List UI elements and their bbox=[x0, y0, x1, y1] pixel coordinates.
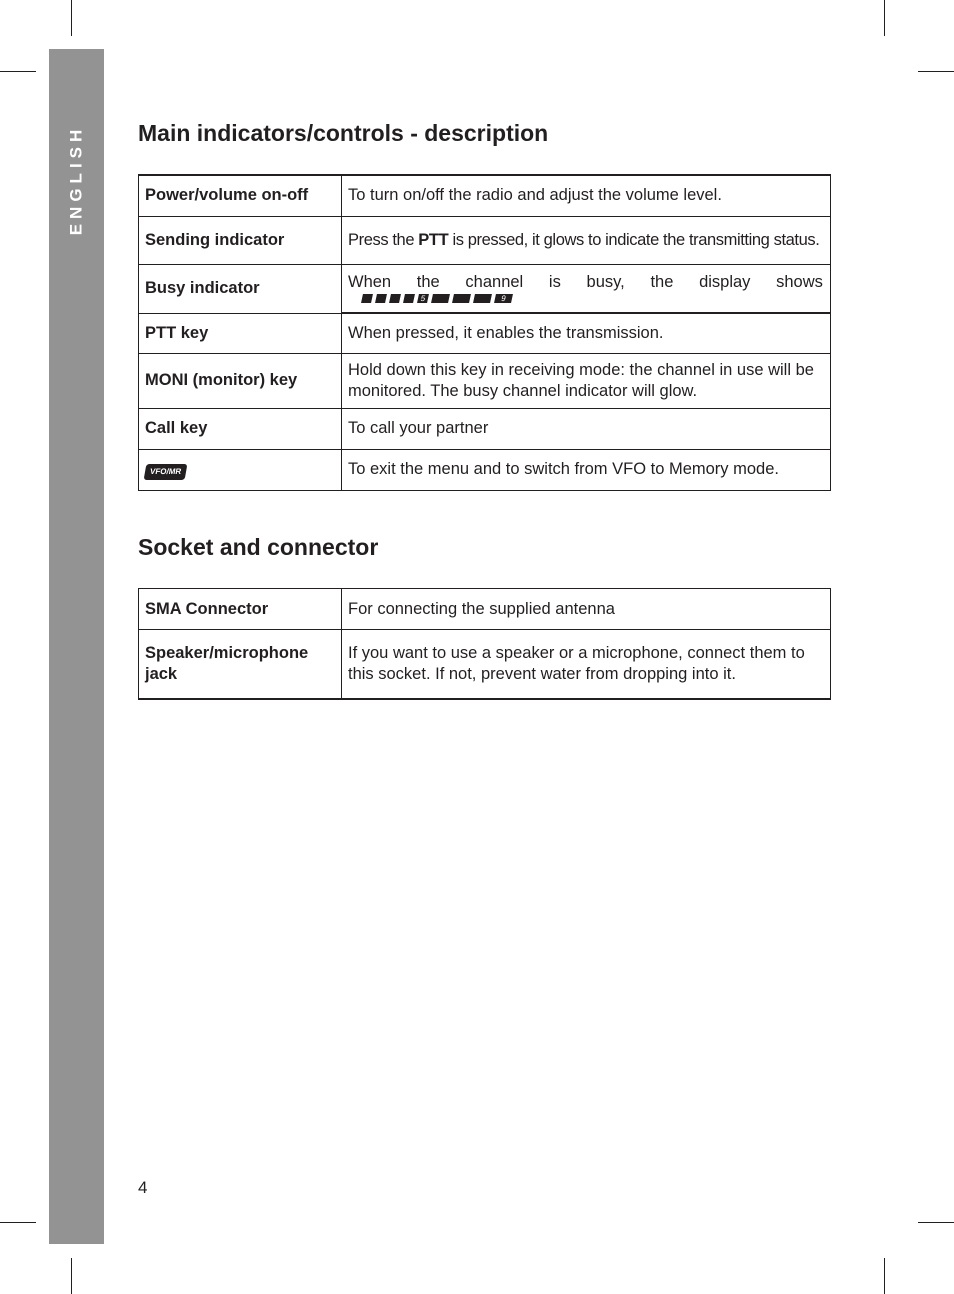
row-key: Call key bbox=[139, 408, 342, 449]
desc-text: Press the bbox=[348, 230, 419, 249]
table-row bbox=[139, 216, 831, 264]
desc-text: is pressed, it glows to indicate the transmitting status. bbox=[448, 230, 820, 249]
busy-description bbox=[348, 272, 823, 293]
crop-mark bbox=[918, 71, 954, 72]
row-key: Busy indicator bbox=[139, 264, 342, 313]
desc-word: channel bbox=[465, 272, 524, 291]
crop-mark bbox=[0, 71, 36, 72]
signal-segment bbox=[403, 294, 415, 303]
desc-bold: PTT bbox=[418, 230, 449, 249]
table-row bbox=[139, 589, 831, 630]
key-bold: MONI bbox=[145, 371, 189, 389]
table-row bbox=[139, 175, 831, 216]
socket-table bbox=[138, 588, 831, 700]
crop-mark bbox=[884, 0, 885, 36]
signal-segment-9: 9 bbox=[494, 294, 513, 303]
row-desc: To turn on/off the radio and adjust the volume level. bbox=[342, 175, 831, 216]
desc-word: busy, bbox=[586, 272, 625, 291]
signal-segment bbox=[361, 294, 373, 303]
table-row bbox=[139, 264, 831, 313]
table-row bbox=[139, 313, 831, 353]
vfo-mr-key-icon: VFO/MR bbox=[144, 464, 188, 480]
page-number: 4 bbox=[138, 1178, 148, 1197]
desc-word: the bbox=[650, 272, 674, 291]
crop-mark bbox=[918, 1222, 954, 1223]
row-desc: Hold down this key in receiving mode: the channel in use will be monitored. The busy channel indicator will glow. bbox=[342, 353, 831, 408]
signal-segment bbox=[389, 294, 401, 303]
desc-word: shows bbox=[776, 272, 823, 291]
row-desc bbox=[342, 264, 831, 313]
row-desc bbox=[342, 216, 831, 264]
key-rest: (monitor) key bbox=[188, 371, 298, 389]
row-desc: To call your partner bbox=[342, 408, 831, 449]
crop-mark bbox=[884, 1258, 885, 1294]
section-title-socket: Socket and connector bbox=[138, 534, 379, 560]
table-row bbox=[139, 630, 831, 699]
row-key bbox=[139, 353, 342, 408]
desc-word: the bbox=[416, 272, 440, 291]
row-desc: For connecting the supplied antenna bbox=[342, 589, 831, 630]
row-key: Sending indicator bbox=[139, 216, 342, 264]
desc-word: is bbox=[548, 272, 561, 291]
row-desc: To exit the menu and to switch from VFO to Memory mode. bbox=[342, 449, 831, 490]
signal-bars-icon bbox=[362, 294, 823, 305]
signal-segment bbox=[431, 294, 450, 303]
desc-word: display bbox=[699, 272, 751, 291]
row-desc: If you want to use a speaker or a microphone, connect them to this socket. If not, prevent water from dropping into it. bbox=[342, 630, 831, 699]
controls-table bbox=[138, 174, 831, 491]
crop-mark bbox=[0, 1222, 36, 1223]
row-key: Power/volume on-off bbox=[139, 175, 342, 216]
row-key bbox=[139, 449, 342, 490]
crop-mark bbox=[71, 1258, 72, 1294]
signal-segment bbox=[375, 294, 387, 303]
table-row bbox=[139, 353, 831, 408]
language-label-box bbox=[49, 120, 104, 240]
row-key: SMA Connector bbox=[139, 589, 342, 630]
table-row bbox=[139, 408, 831, 449]
row-key: Speaker/microphone jack bbox=[139, 630, 342, 699]
signal-segment bbox=[452, 294, 471, 303]
crop-mark bbox=[71, 0, 72, 36]
row-desc: When pressed, it enables the transmission. bbox=[342, 313, 831, 353]
row-key: PTT key bbox=[139, 313, 342, 353]
table-row bbox=[139, 449, 831, 490]
signal-segment bbox=[473, 294, 492, 303]
language-label: ENGLISH bbox=[66, 124, 86, 236]
section-title-controls: Main indicators/controls - description bbox=[138, 120, 549, 146]
desc-word: When bbox=[348, 272, 392, 291]
signal-segment-5: 5 bbox=[417, 294, 429, 303]
